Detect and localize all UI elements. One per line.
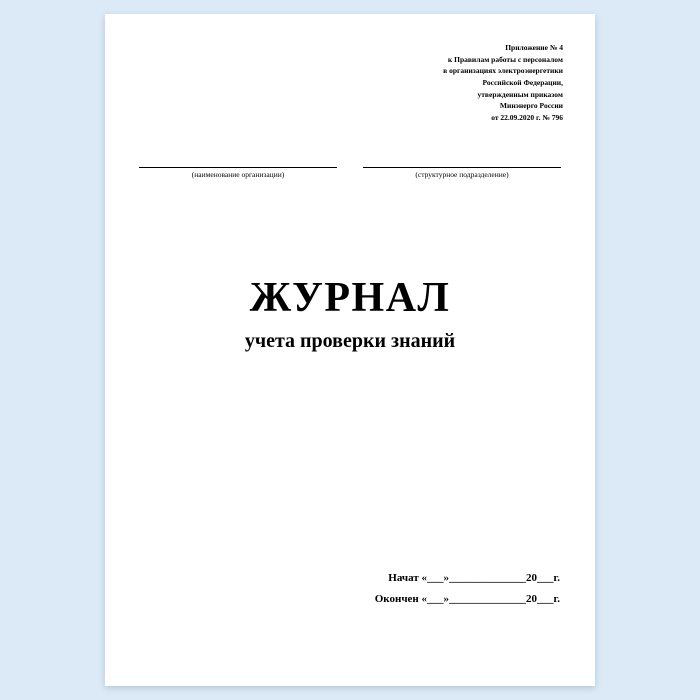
date-fields-block [375,572,560,614]
appendix-line-3: в организациях электроэнергетики [443,66,563,76]
appendix-line-6: Минэнерго России [499,101,563,111]
document-page [105,14,595,686]
organization-input-line[interactable] [139,152,337,168]
subdivision-field [363,152,561,179]
appendix-reference [333,42,563,123]
appendix-line-1: Приложение № 4 [505,43,563,52]
subdivision-caption: (структурное подразделение) [415,170,509,179]
appendix-line-4: Российской Федерации, [482,77,563,87]
started-date-field[interactable]: Начат «___»______________20___г. [388,572,560,584]
appendix-line-5: утвержденным приказом [477,89,563,99]
page-subtitle: учета проверки знаний [244,330,456,353]
appendix-line-7: от 22.09.2020 г. № 796 [491,112,563,122]
organization-caption: (наименование организации) [191,170,285,179]
subdivision-input-line[interactable] [363,152,561,168]
organization-fields-row [139,152,561,179]
page-title: ЖУРНАЛ [249,275,451,321]
appendix-line-2: к Правилам работы с персоналом [447,54,563,64]
document-title-block [105,276,595,353]
finished-date-field[interactable]: Окончен «___»______________20___г. [374,593,560,605]
organization-field [139,152,337,179]
